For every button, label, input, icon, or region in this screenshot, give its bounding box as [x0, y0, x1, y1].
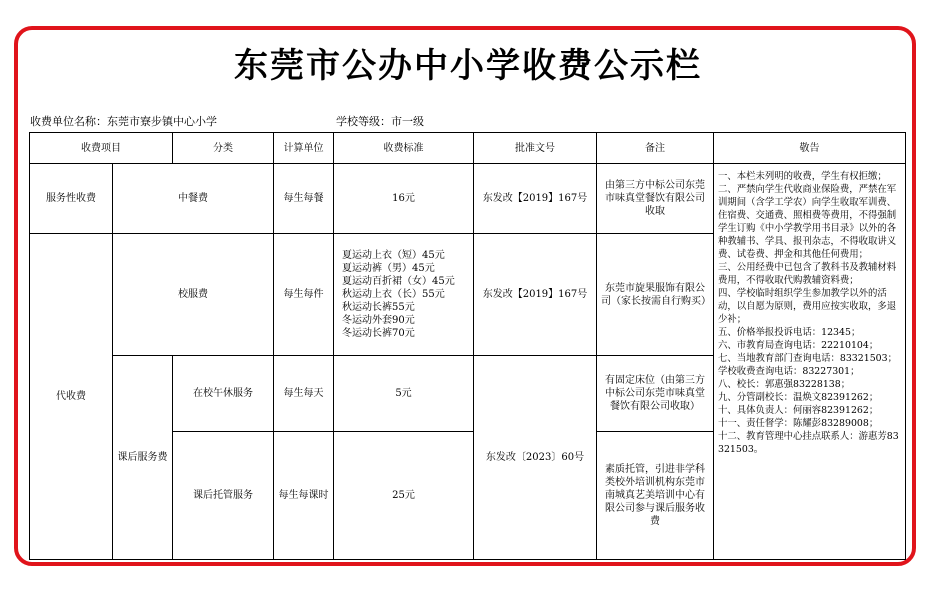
uniform-price-line: 秋运动上衣（长）55元 — [342, 289, 445, 300]
after-school-fee-group: 课后服务费 — [113, 356, 173, 560]
after-school-approval: 东发改〔2023〕60号 — [474, 356, 597, 560]
notice-line: 五、价格举报投诉电话：12345； — [718, 327, 861, 338]
nap-service-remark: 有固定床位（由第三方中标公司东莞市味真堂餐饮有限公司收取） — [597, 356, 714, 432]
lunch-fee-standard: 16元 — [334, 164, 474, 234]
nap-service-unit: 每生每天 — [274, 356, 334, 432]
header-approval: 批准文号 — [474, 133, 597, 164]
school-level: 学校等级：市一级 — [336, 115, 424, 128]
nap-service-standard: 5元 — [334, 356, 474, 432]
page-title: 东莞市公办中小学收费公示栏 — [234, 46, 702, 86]
notice-line: 一、本栏未列明的收费，学生有权拒缴； — [718, 171, 887, 182]
notice-line: 学校收费查询电话：83227301； — [718, 366, 860, 377]
uniform-fee-unit: 每生每件 — [274, 234, 334, 356]
fee-table — [29, 132, 906, 560]
lunch-fee-unit: 每生每餐 — [274, 164, 334, 234]
uniform-fee-approval: 东发改【2019】167号 — [474, 234, 597, 356]
care-service-unit: 每生每课时 — [274, 432, 334, 560]
notice-line: 八、校长：郭惠强83228138； — [718, 379, 851, 390]
notice-list — [714, 164, 906, 560]
notice-line: 二、严禁向学生代收商业保险费，严禁在军训期间（含学工学农）向学生收取军训费、住宿费、交通费、照相费等费用，不得强制学生订购《中小学教学用书目录》以外的各种教辅书、学具、报刊杂志，不得收取讲义费、试卷费、押金和其他任何费用； — [718, 184, 897, 260]
notice-line: 九、分管副校长：温焕文82391262； — [718, 392, 879, 403]
header-unit: 计算单位 — [274, 133, 334, 164]
uniform-fee-remark: 东莞市旋果服饰有限公司（家长按需自行购买） — [597, 234, 714, 356]
uniform-fee-category: 校服费 — [113, 234, 274, 356]
notice-line: 十一、责任督学：陈耀彭83289008； — [718, 418, 879, 429]
header-item: 收费项目 — [30, 133, 173, 164]
uniform-price-line: 夏运动百折裙（女）45元 — [342, 276, 455, 287]
service-fee-item: 服务性收费 — [30, 164, 113, 234]
school-name: 收费单位名称：东莞市寮步镇中心小学 — [30, 115, 217, 128]
header-remark: 备注 — [597, 133, 714, 164]
uniform-price-line: 秋运动长裤55元 — [342, 302, 415, 313]
care-service-category: 课后托管服务 — [173, 432, 274, 560]
uniform-price-line: 冬运动外套90元 — [342, 315, 415, 326]
care-service-standard: 25元 — [334, 432, 474, 560]
uniform-price-line: 夏运动裤（男）45元 — [342, 263, 435, 274]
notice-line: 十、具体负责人：何丽容82391262； — [718, 405, 879, 416]
header-category: 分类 — [173, 133, 274, 164]
uniform-price-line: 冬运动长裤70元 — [342, 328, 415, 339]
notice-line: 三、公用经费中已包含了教科书及教辅材料费用，不得收取代购教辅资料费； — [718, 262, 897, 286]
header-standard: 收费标准 — [334, 133, 474, 164]
lunch-fee-category: 中餐费 — [113, 164, 274, 234]
care-service-remark: 素质托管，引进非学科类校外培训机构东莞市南城真艺美培训中心有限公司参与课后服务收费 — [597, 432, 714, 560]
notice-line: 七、当地教育部门查询电话：83321503； — [718, 353, 897, 364]
uniform-fee-standard — [334, 234, 474, 356]
uniform-price-line: 夏运动上衣（短）45元 — [342, 250, 445, 261]
header-row — [30, 133, 906, 164]
notice-line: 六、市教育局查询电话：22210104； — [718, 340, 879, 351]
collect-fee-item: 代收费 — [30, 234, 113, 560]
table-row — [30, 164, 906, 234]
notice-line: 十二、教育管理中心挂点联系人：游惠芳83321503。 — [718, 431, 899, 455]
lunch-fee-remark: 由第三方中标公司东莞市味真堂餐饮有限公司收取 — [597, 164, 714, 234]
lunch-fee-approval: 东发改【2019】167号 — [474, 164, 597, 234]
notice-line: 四、学校临时组织学生参加教学以外的活动，以自愿为原则，费用应按实收取，多退少补； — [718, 288, 897, 325]
header-notice: 敬告 — [714, 133, 906, 164]
nap-service-category: 在校午休服务 — [173, 356, 274, 432]
